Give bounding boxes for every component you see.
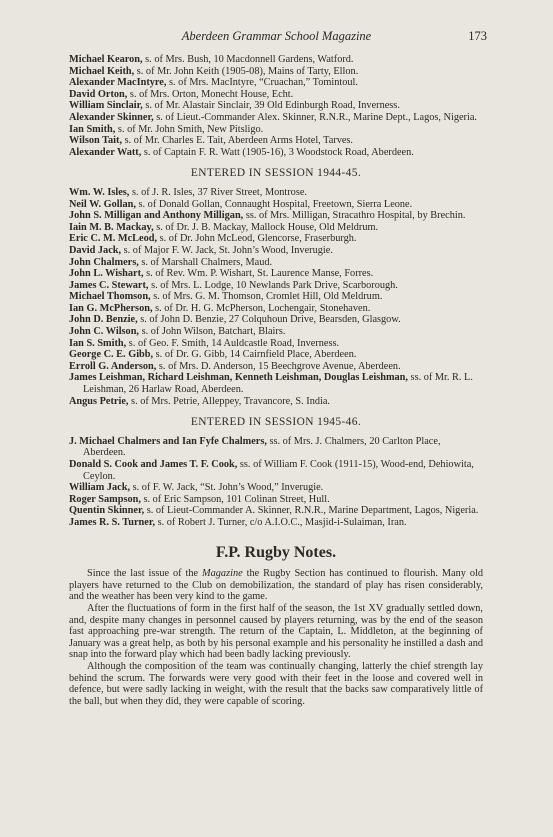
entry-name: Michael Kearon, [69,54,143,65]
entry-details: s. of Donald Gollan, Connaught Hospital, Freetown, Sierra Leone. [135,198,413,210]
entry-name: Iain M. B. Mackay, [69,221,154,233]
entry-details: ss. of Mrs. Milligan, Stracathro Hospital, by Brechin. [243,210,466,222]
entry-details: s. of Mr. Alastair Sinclair, 39 Old Edinburgh Road, Inverness. [142,100,400,112]
entry-name: John C. Wilson, [69,326,140,338]
entry-details: s. of Mr. John Smith, New Pitsligo. [115,123,264,135]
entry-details: s. of Mr. Charles E. Tait, Aberdeen Arms Hotel, Tarves. [122,135,354,147]
entry-details: s. of Lieut-Commander A. Skinner, R.N.R., Marine Department, Lagos, Nigeria. [144,505,479,517]
entry-item [69,268,483,280]
entry-name: J. Michael Chalmers and Ian Fyfe Chalmers, [69,435,267,447]
entry-item [69,326,483,338]
entry-name: Eric C. M. McLeod, [69,233,158,245]
entry-name: Ian S. Smith, [69,337,127,349]
entries-list-1944 [69,187,483,407]
entry-details: s. of Mr. John Keith (1905-08), Mains of Tarty, Ellon. [134,65,359,77]
rugby-paragraph [69,568,483,603]
entry-name: Wm. W. Isles, [69,186,130,198]
section-heading-1945: ENTERED IN SESSION 1945-46. [190,416,362,429]
entry-details: s. of F. W. Jack, “St. John’s Wood,” Inverugie. [130,482,324,494]
entry-name: William Sinclair, [69,100,143,112]
page-number: 173 [468,29,487,43]
entry-details: s. of Mrs. L. Lodge, 10 Newlands Park Drive, Scarborough. [148,279,398,291]
entry-details: s. of Geo. F. Smith, 14 Auldcastle Road, Inverness. [126,337,340,349]
entry-details: s. of Dr. John McLeod, Glencorse, Fraserburgh. [157,233,357,245]
entry-item [69,436,483,459]
entries-list-1945 [69,436,483,529]
rugby-notes-title: F.P. Rugby Notes. [215,543,337,561]
rugby-paragraph: After the fluctuations of form in the first half of the season, the 1st XV gradually settled down, and, despite many changes in personnel caused by players returning, was by the end of the season fast approaching pre-war strength. The return of the Captain, L. Middleton, at the beginning of January was a great help, as both by his personal example and his personality he instilled a dash and snap into the forward play which had been badly lacking previously. [69,602,483,661]
entry-details: s. of Eric Sampson, 101 Colinan Street, Hull. [140,493,330,505]
entry-details: s. of Captain F. R. Watt (1905-16), 3 Woodstock Road, Aberdeen. [141,146,414,158]
entry-item [69,494,483,506]
entry-name: James C. Stewart, [69,279,149,291]
entry-name: John L. Wishart, [69,268,144,280]
entry-details: s. of John Wilson, Batchart, Blairs. [139,326,286,338]
entry-item [69,210,483,222]
entry-details: s. of Mrs. D. Anderson, 15 Beechgrove Avenue, Aberdeen. [156,360,401,372]
entry-name: Roger Sampson, [69,493,141,505]
entry-details: s. of Dr. J. B. Mackay, Mallock House, Old Meldrum. [153,221,379,233]
entry-item [69,505,483,517]
entry-name: Alexander Skinner, [69,111,154,123]
entry-details: s. of Lieut.-Commander Alex. Skinner, R.N.R., Marine Dept., Lagos, Nigeria. [153,111,477,123]
section-heading-1944: ENTERED IN SESSION 1944-45. [190,167,362,180]
entry-name: Neil W. Gollan, [69,198,136,210]
entry-name: William Jack, [69,482,131,494]
entry-name: John Chalmers, [69,256,139,268]
entry-item [69,372,483,395]
entry-item [69,303,483,315]
entry-details: s. of Robert J. Turner, c/o A.I.O.C., Masjid-i-Sulaiman, Iran. [155,516,407,528]
entry-item [69,314,483,326]
entry-item [69,233,483,245]
entry-name: Donald S. Cook and James T. F. Cook, [69,459,238,470]
paragraph-text: Since the last issue of the [87,568,203,580]
entry-details: s. of J. R. Isles, 37 River Street, Montrose. [129,186,307,198]
entry-item [69,135,483,147]
entry-item [69,517,483,529]
entry-name: James Leishman, Richard Leishman, Kenneth Leishman, Douglas Leishman, [69,372,408,384]
entry-item [69,338,483,350]
entry-name: Alexander Watt, [69,146,142,158]
entry-details: ss. of William F. Cook (1911-15), Wood-end, Dehiowita, Ceylon. [83,459,474,482]
entry-details: ss. of Mrs. J. Chalmers, 20 Carlton Place, Aberdeen. [83,435,441,459]
entry-name: Alexander MacIntyre, [69,77,167,89]
entry-item [69,280,483,292]
entry-name: John D. Benzie, [69,314,138,326]
entry-details: s. of John D. Benzie, 27 Colquhoun Drive, Bearsden, Glasgow. [137,314,401,326]
entry-item [69,199,483,211]
entry-name: Wilson Tait, [69,135,123,147]
entry-name: Michael Keith, [69,65,135,77]
entry-name: George C. E. Gibb, [69,349,154,361]
entry-details: s. of Rev. Wm. P. Wishart, St. Laurence Manse, Forres. [143,268,374,280]
entry-item [69,54,483,66]
entry-item [69,147,483,159]
entry-details: s. of Mrs. MacIntyre, “Cruachan,” Tomintoul. [166,77,358,89]
entry-item [69,349,483,361]
entry-item [69,257,483,269]
entry-name: James R. S. Turner, [69,516,156,528]
running-title: Aberdeen Grammar School Magazine [181,29,372,43]
entry-item [69,187,483,199]
entry-name: Quentin Skinner, [69,505,145,517]
entry-item [69,124,483,136]
entry-item [69,361,483,373]
entry-name: Ian Smith, [69,123,116,135]
entry-details: s. of Mrs. Orton, Monecht House, Echt. [127,88,294,100]
entry-details: ss. of Mr. R. L. Leishman, 26 Harlaw Road, Aberdeen. [83,372,473,396]
entry-name: David Jack, [69,244,122,256]
entry-details: s. of Marshall Chalmers, Maud. [138,256,273,268]
entry-item [69,459,483,482]
page-header [0,29,553,45]
entry-details: s. of Mrs. G. M. Thomson, Cromlet Hill, Old Meldrum. [150,291,383,303]
entry-name: Ian G. McPherson, [69,302,153,314]
entry-item [69,291,483,303]
entry-name: David Orton, [69,88,128,100]
entry-item [69,100,483,112]
entry-details: s. of Major F. W. Jack, St. John’s Wood, Inverugie. [121,244,333,256]
entry-name: Angus Petrie, [69,395,129,407]
entry-item [69,66,483,78]
entry-item [69,396,483,408]
entry-name: Erroll G. Anderson, [69,360,157,372]
entry-name: John S. Milligan and Anthony Milligan, [69,210,244,222]
rugby-paragraph: Although the composition of the team was continually changing, latterly the chief strength lay behind the scrum. The forwards were very good with their feet in the loose and covered well in defence, but were sadly lacking in weight, with the result that the backs saw comparatively little of the ball, but when they did, they were capable of scoring. [69,660,483,707]
entry-details: s. of Mrs. Bush, 10 Macdonnell Gardens, Watford. [142,54,354,65]
entry-item [69,112,483,124]
entry-item [69,77,483,89]
page-content [69,54,483,707]
entry-details: s. of Dr. H. G. McPherson, Lochengair, Stonehaven. [152,302,371,314]
entry-item [69,222,483,234]
entries-list-top [69,54,483,158]
magazine-italic: Magazine [202,568,243,580]
paragraph-text: the Rugby Section has continued to flourish. Many old players have returned to the Club on demobilization, the standard of play has risen considerably, and the weather has been very kind to the game. [69,568,483,603]
entry-item [69,89,483,101]
entry-details: s. of Mrs. Petrie, Alleppey, Travancore, S. India. [128,395,331,407]
entry-name: Michael Thomson, [69,291,151,303]
entry-details: s. of Dr. G. Gibb, 14 Cairnfield Place, Aberdeen. [153,349,357,361]
entry-item [69,245,483,257]
entry-item [69,482,483,494]
